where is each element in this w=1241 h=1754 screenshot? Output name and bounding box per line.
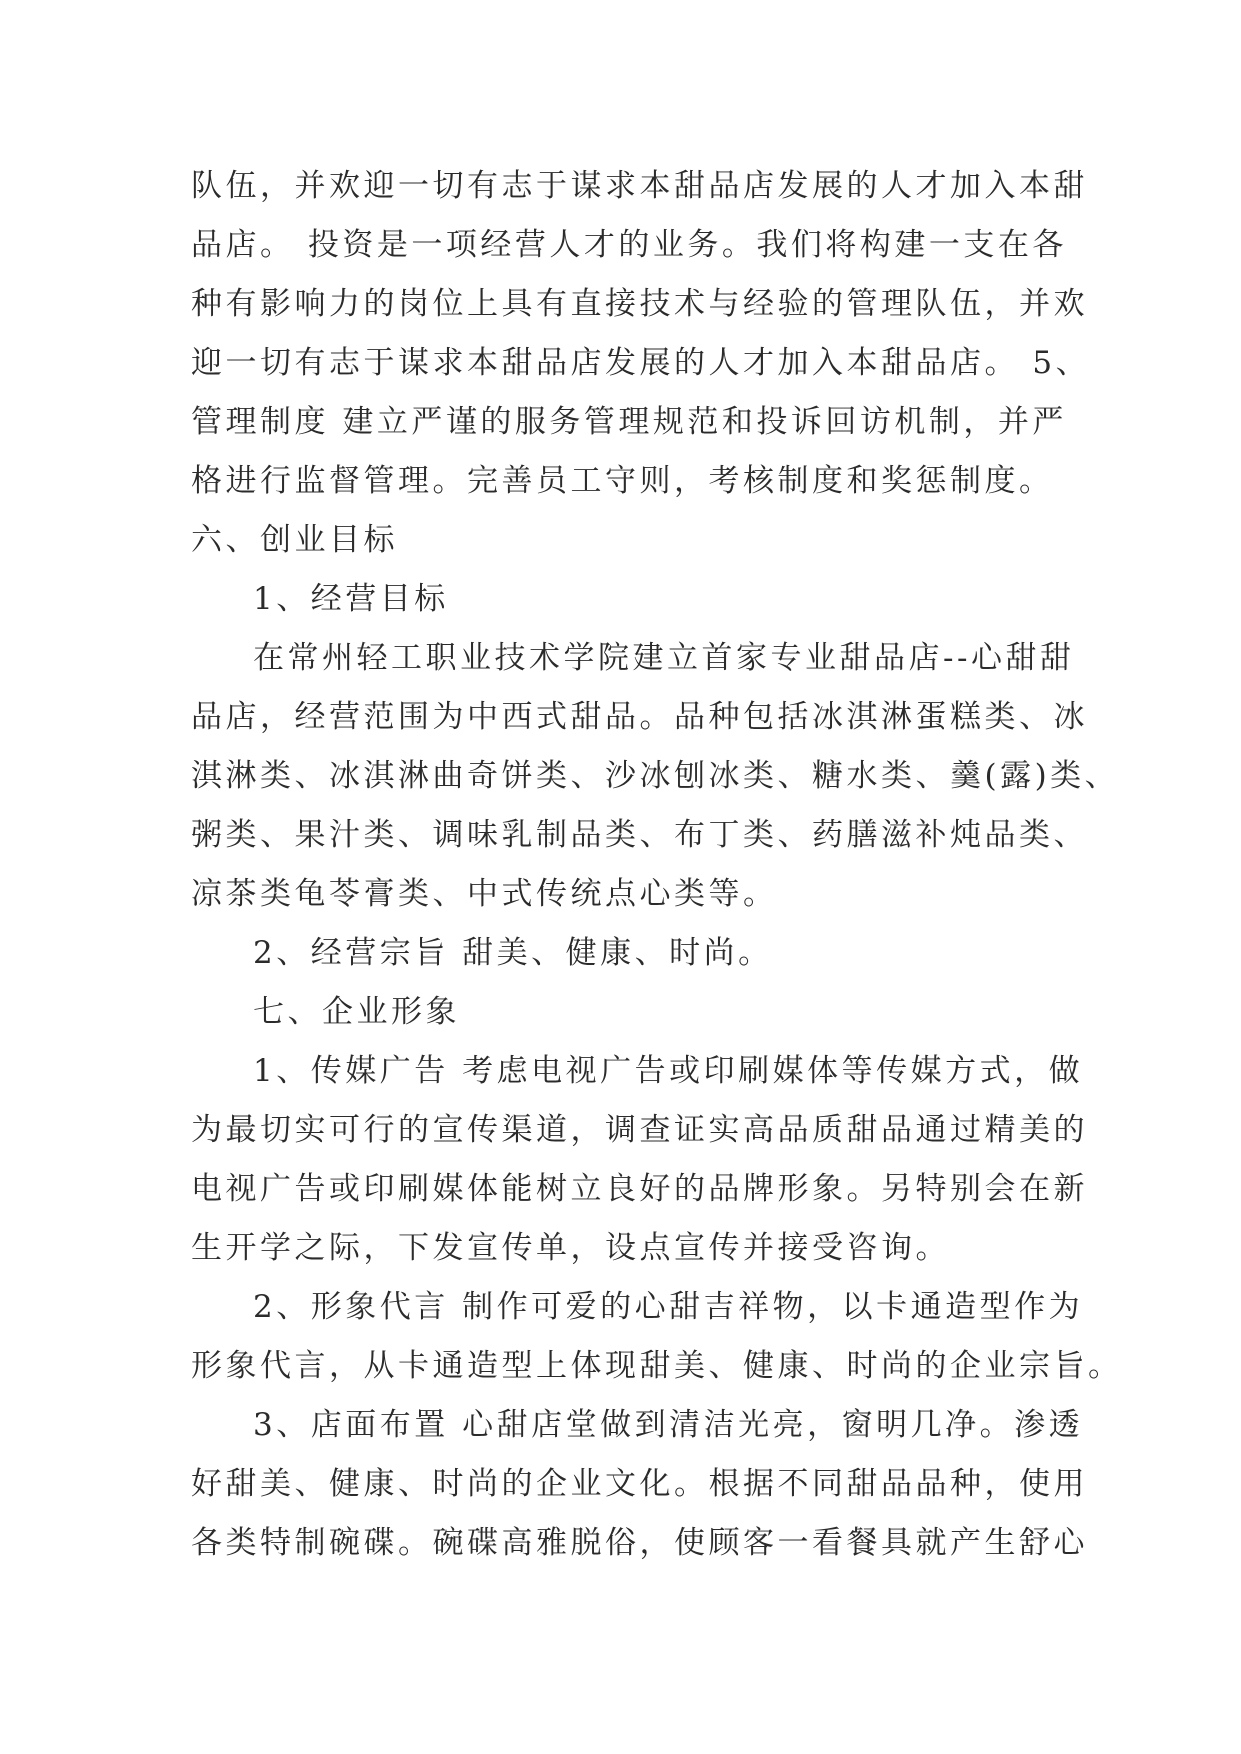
text-line: 凉茶类龟苓膏类、中式传统点心类等。 (191, 876, 778, 912)
text-line: 为最切实可行的宣传渠道，调查证实高品质甜品通过精美的 (191, 1112, 1088, 1148)
text-line: 队伍，并欢迎一切有志于谋求本甜品店发展的人才加入本甜 (191, 168, 1088, 204)
text-line: 在常州轻工职业技术学院建立首家专业甜品店--心甜甜 (253, 640, 1075, 676)
text-line: 淇淋类、冰淇淋曲奇饼类、沙冰刨冰类、糖水类、羹(露)类、 (191, 758, 1120, 794)
text-line: 好甜美、健康、时尚的企业文化。根据不同甜品品种，使用 (191, 1466, 1088, 1502)
section-heading: 六、创业目标 (191, 522, 398, 558)
text-line: 迎一切有志于谋求本甜品店发展的人才加入本甜品店。 5、 (191, 345, 1091, 381)
section-heading: 七、企业形象 (253, 994, 460, 1030)
text-line: 3、店面布置 心甜店堂做到清洁光亮，窗明几净。渗透 (253, 1407, 1084, 1443)
text-line: 品店。 投资是一项经营人才的业务。我们将构建一支在各 (191, 227, 1067, 263)
text-line: 粥类、果汁类、调味乳制品类、布丁类、药膳滋补炖品类、 (191, 817, 1088, 853)
text-line: 各类特制碗碟。碗碟高雅脱俗，使顾客一看餐具就产生舒心 (191, 1525, 1088, 1561)
text-line: 格进行监督管理。完善员工守则，考核制度和奖惩制度。 (191, 463, 1054, 499)
text-line: 形象代言，从卡通造型上体现甜美、健康、时尚的企业宗旨。 (191, 1348, 1123, 1384)
text-line: 管理制度 建立严谨的服务管理规范和投诉回访机制，并严 (191, 404, 1067, 440)
text-line: 电视广告或印刷媒体能树立良好的品牌形象。另特别会在新 (191, 1171, 1088, 1207)
text-line: 2、形象代言 制作可爱的心甜吉祥物，以卡通造型作为 (253, 1289, 1084, 1325)
text-line: 生开学之际，下发宣传单，设点宣传并接受咨询。 (191, 1230, 950, 1266)
text-line: 2、经营宗旨 甜美、健康、时尚。 (253, 935, 773, 971)
text-line: 品店，经营范围为中西式甜品。品种包括冰淇淋蛋糕类、冰 (191, 699, 1088, 735)
subsection-heading: 1、经营目标 (253, 581, 449, 617)
text-line: 种有影响力的岗位上具有直接技术与经验的管理队伍，并欢 (191, 286, 1088, 322)
text-line: 1、传媒广告 考虑电视广告或印刷媒体等传媒方式，做 (253, 1053, 1084, 1089)
